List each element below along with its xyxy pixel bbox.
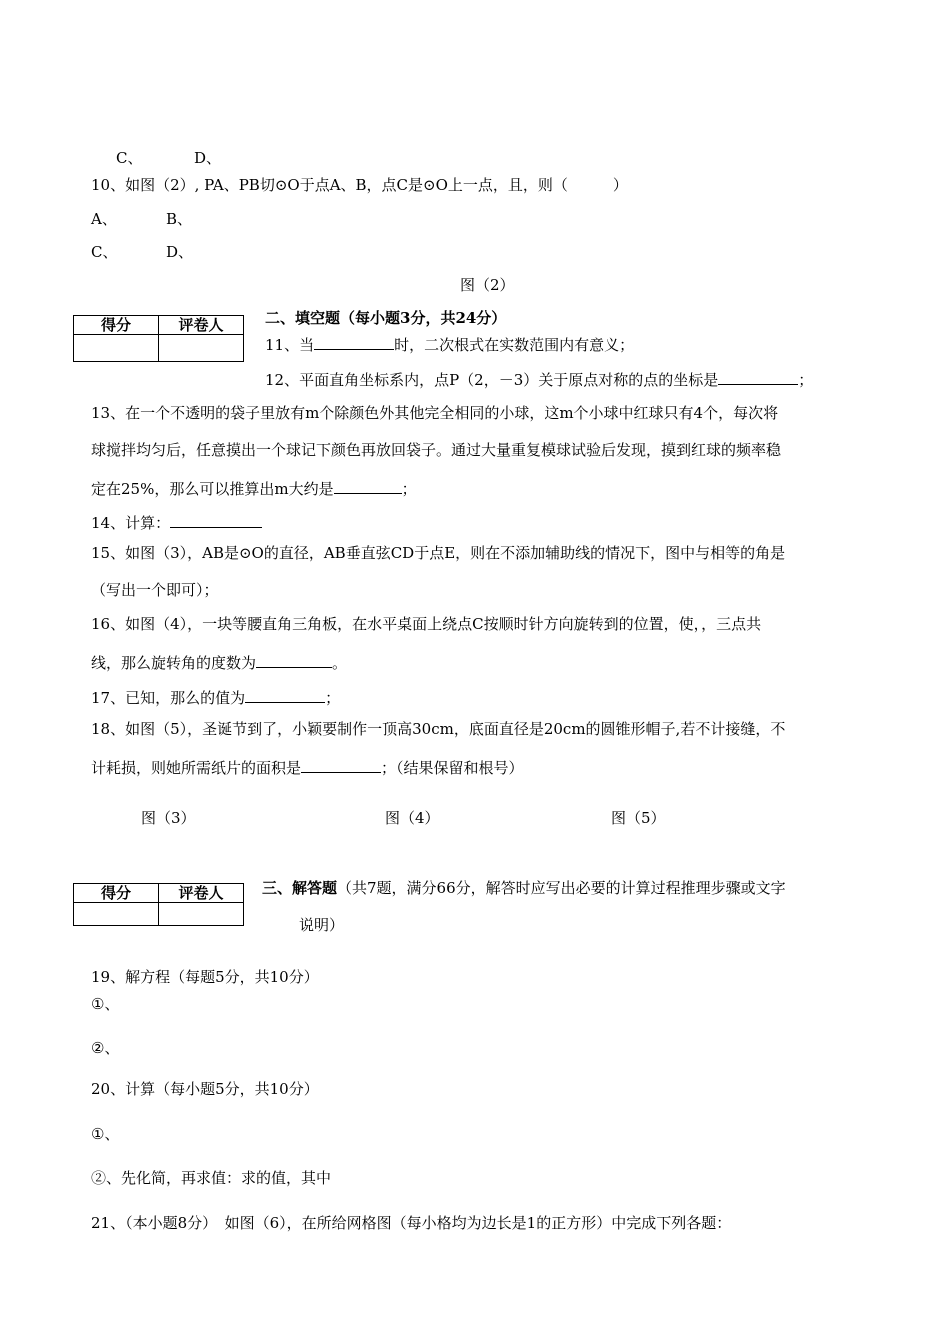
question-13-line-3 [91,477,417,499]
figure-5-caption: 图（5） [611,809,666,827]
q17-text: 17、已知，那么的值为 [91,689,246,707]
question-14 [91,511,262,533]
answer-blank [334,477,402,494]
q9-option-d: D、 [194,149,222,167]
question-21: 21、（本小题8分） 如图（6），在所给网格图（每小格均为边长是1的正方形）中完成下列各题： [91,1214,732,1232]
answer-blank [256,651,332,668]
q10-option-c: C、 [91,243,118,261]
q11-text-a: 11、当 [265,336,315,354]
question-15-line-2: （写出一个即可）； [91,581,219,599]
q11-text-b: 时，二次根式在实数范围内有意义； [394,336,635,354]
score-cell [74,335,159,362]
question-20: 20、计算（每小题5分，共10分） [91,1080,319,1098]
q13-text: 定在25%，那么可以推算出m大约是 [91,480,334,498]
score-table-section3 [73,883,244,926]
question-17 [91,686,340,708]
question-19: 19、解方程（每题5分，共10分） [91,968,319,986]
q10-option-d: D、 [166,243,194,261]
question-19-part-1: ①、 [91,995,120,1013]
q13-end: ； [401,480,417,498]
q10-option-b: B、 [166,210,193,228]
q18-end: ；（结果保留和根号） [381,759,524,777]
question-13-line-1: 13、在一个不透明的袋子里放有m个除颜色外其他完全相同的小球，这m个小球中红球只有4个，每次将 [91,404,779,422]
question-20-part-2: ②、先化简，再求值：求的值，其中 [91,1169,332,1187]
question-13-line-2: 球搅拌均匀后，任意摸出一个球记下颜色再放回袋子。通过大量重复模球试验后发现，摸到红球的频率稳 [91,441,782,459]
section-2-title: 二、填空题（每小题3分，共24分） [265,309,507,327]
grader-header: 评卷人 [159,316,244,335]
answer-blank [718,368,798,385]
question-10: 10、如图（2）, PA、PB切⊙O于点A、B，点C是⊙O上一点，且，则（ ） [91,176,628,194]
question-19-part-2: ②、 [91,1039,120,1057]
question-20-part-1: ①、 [91,1125,120,1143]
question-18-line-2 [91,756,524,778]
score-header: 得分 [74,316,159,335]
question-11 [265,333,634,355]
section-3-title [262,878,786,898]
grader-header: 评卷人 [159,884,244,903]
question-16-line-1: 16、如图（4），一块等腰直角三角板，在水平桌面上绕点C按顺时针方向旋转到的位置，使，，三点共 [91,615,762,633]
grader-cell [159,335,244,362]
figure-4-caption: 图（4） [385,809,440,827]
q12-text: 12、平面直角坐标系内，点P（2，－3）关于原点对称的点的坐标是 [265,371,719,389]
q9-option-c: C、 [116,149,143,167]
question-15-line-1: 15、如图（3），AB是⊙O的直径，AB垂直弦CD于点E，则在不添加辅助线的情况下，图中与相等的角是 [91,544,786,562]
q18-text: 计耗损，则她所需纸片的面积是 [91,759,302,777]
answer-blank [314,333,394,350]
section-3-title-bold: 三、解答题 [262,879,338,897]
q16-end: 。 [332,654,348,672]
grader-cell [159,903,244,926]
question-18-line-1: 18、如图（5），圣诞节到了，小颖要制作一顶高30cm，底面直径是20cm的圆锥形帽子,若不计接缝，不 [91,720,786,738]
answer-blank [170,511,262,528]
q12-end: ； [798,371,814,389]
answer-blank [245,686,325,703]
q16-text: 线，那么旋转角的度数为 [91,654,257,672]
answer-blank [301,756,381,773]
q14-text: 14、计算： [91,514,171,532]
figure-2-caption: 图（2） [460,276,515,294]
q17-end: ； [325,689,341,707]
score-cell [74,903,159,926]
section-3-title-rest: （共7题，满分66分，解答时应写出必要的计算过程推理步骤或文字 [337,879,786,897]
score-header: 得分 [74,884,159,903]
question-12 [265,368,813,390]
figure-3-caption: 图（3） [141,809,196,827]
question-16-line-2 [91,651,347,673]
q10-option-a: A、 [91,210,117,228]
section-3-title-line-2: 说明） [299,916,345,934]
score-table-section2 [73,315,244,362]
